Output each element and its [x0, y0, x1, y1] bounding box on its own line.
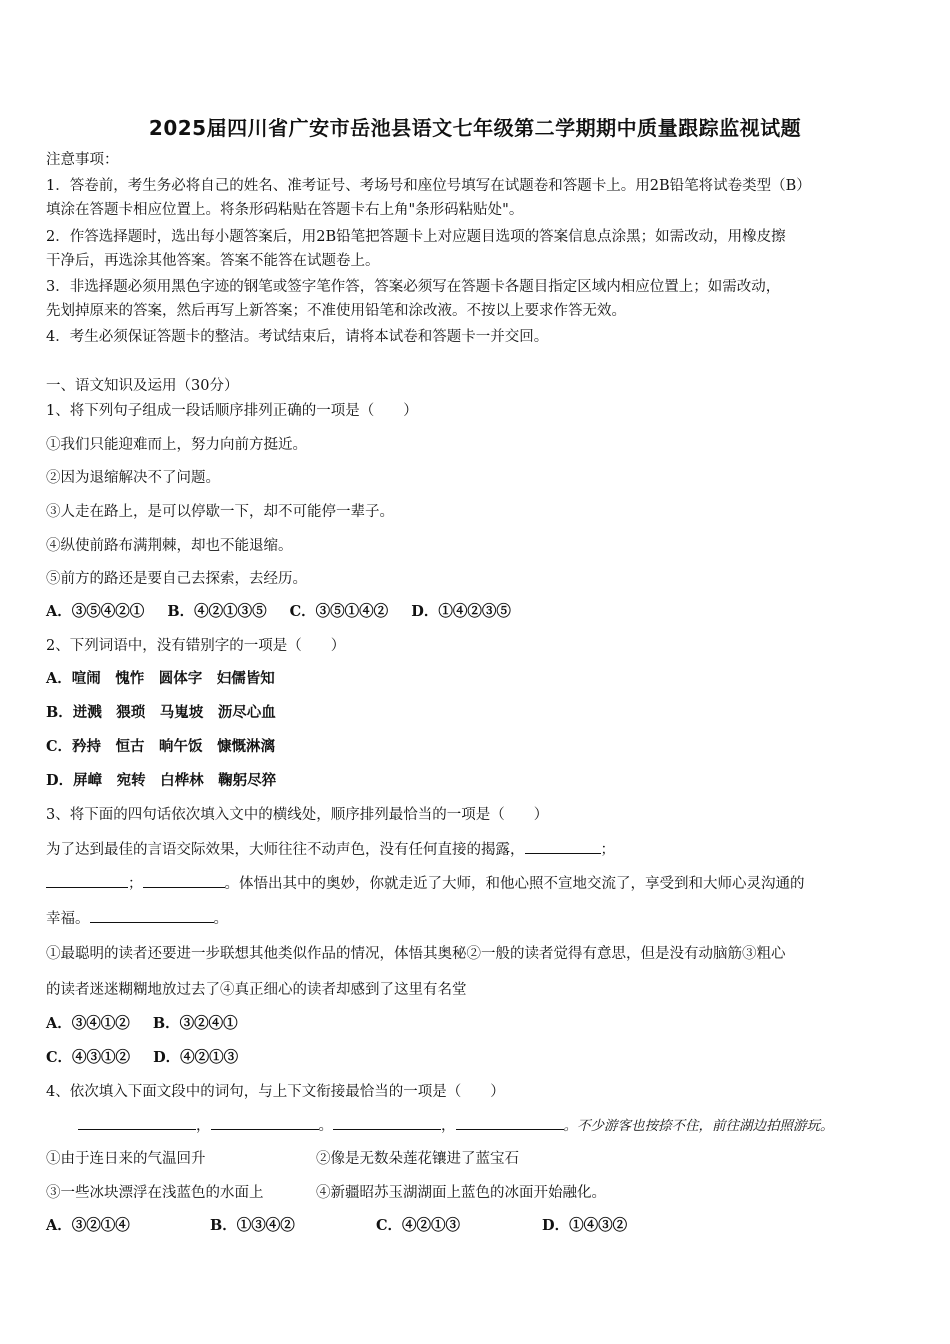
notice-line: 先划掉原来的答案，然后再写上新答案；不准使用铅笔和涂改液。不按以上要求作答无效。 — [46, 303, 626, 319]
option-c[interactable]: C．④②①③ — [376, 1217, 461, 1234]
question-3-text — [46, 908, 228, 929]
question-3-text — [46, 873, 805, 894]
answer-blank[interactable] — [456, 1115, 564, 1130]
notice-line: 3．非选择题必须用黑色字迹的钢笔或签字笔作答，答案必须写在答题卡各题目指定区域内相应位置上；如需改动， — [46, 279, 781, 295]
question-4-items — [46, 1183, 606, 1203]
blank-separator: 。 — [318, 1118, 333, 1134]
notice-line: 干净后，再选涂其他答案。答案不能答在试题卷上。 — [46, 253, 380, 269]
question-1-options — [46, 602, 529, 622]
option-b[interactable]: B．③②④① — [152, 1015, 238, 1032]
question-1-sentence: ②因为退缩解决不了问题。 — [46, 470, 220, 486]
question-4-item: ②像是无数朵莲花镶进了蓝宝石 — [316, 1151, 519, 1167]
question-4-passage — [78, 1115, 834, 1136]
option-c[interactable]: C．③⑤①④② — [289, 603, 389, 620]
page-title: 2025届四川省广安市岳池县语文七年级第二学期期中质量跟踪监视试题 — [148, 116, 802, 140]
notice-line: 1．答卷前，考生务必将自己的姓名、准考证号、考场号和座位号填写在试题卷和答题卡上。用2B铅笔将试卷类型（B） — [46, 178, 811, 194]
question-4-options — [46, 1216, 627, 1236]
blank-separator: 。 — [213, 911, 228, 927]
answer-blank[interactable] — [46, 873, 128, 888]
blank-separator: ； — [128, 876, 143, 892]
answer-blank[interactable] — [90, 908, 214, 923]
notice-line: 4．考生必须保证答题卡的整洁。考试结束后，请将本试卷和答题卡一并交回。 — [46, 329, 549, 345]
question-4-items — [46, 1149, 519, 1169]
question-3-text-part: 。体悟出其中的奥妙，你就走近了大师，和他心照不宣地交流了，享受到和大师心灵沟通的 — [224, 876, 805, 892]
blank-separator: ， — [196, 1118, 211, 1134]
blank-separator: ； — [600, 842, 615, 858]
notice-line: 2．作答选择题时，选出每小题答案后，用2B铅笔把答题卡上对应题目选项的答案信息点涂黑；如需改动，用橡皮擦 — [46, 229, 786, 245]
notice-heading: 注意事项： — [46, 152, 119, 168]
question-4-item: ①由于连日来的气温回升 — [46, 1151, 206, 1167]
notice-line: 填涂在答题卡相应位置上。将条形码粘贴在答题卡右上角"条形码粘贴处"。 — [46, 202, 524, 218]
question-1-sentence: ①我们只能迎难而上，努力向前方挺近。 — [46, 437, 307, 453]
option-a[interactable]: A．喧闹 愧怍 圆体字 妇儒皆知 — [46, 670, 275, 687]
answer-blank[interactable] — [333, 1115, 441, 1130]
answer-blank[interactable] — [78, 1115, 196, 1130]
question-3-choices: 的读者迷迷糊糊地放过去了④真正细心的读者却感到了这里有名堂 — [46, 982, 467, 998]
section-heading: 一、语文知识及运用（30分） — [46, 378, 239, 394]
question-1-sentence: ③人走在路上，是可以停歇一下，却不可能停一辈子。 — [46, 504, 394, 520]
option-d[interactable]: D．①④②③⑤ — [411, 603, 511, 620]
question-3-choices: ①最聪明的读者还要进一步联想其他类似作品的情况，体悟其奥秘②一般的读者觉得有意思，但是没有动脑筋③粗心 — [46, 946, 786, 962]
option-b[interactable]: B．①③④② — [210, 1217, 295, 1234]
question-3-options — [46, 1048, 256, 1068]
option-b[interactable]: B．迸溅 猥琐 马嵬坡 沥尽心血 — [46, 704, 276, 721]
question-4-item: ③一些冰块漂浮在浅蓝色的水面上 — [46, 1185, 264, 1201]
option-a[interactable]: A．③⑤④②① — [46, 603, 145, 620]
question-3-text-part: 为了达到最佳的言语交际效果，大师往往不动声色，没有任何直接的揭露， — [46, 842, 525, 858]
question-3-text — [46, 839, 615, 860]
question-1-sentence: ④纵使前路布满荆棘，却也不能退缩。 — [46, 538, 293, 554]
answer-blank[interactable] — [211, 1115, 319, 1130]
question-3-stem: 3、将下面的四句话依次填入文中的横线处，顺序排列最恰当的一项是（ ） — [46, 807, 549, 823]
option-c[interactable]: C．矜持 恒古 晌午饭 慷慨淋漓 — [46, 738, 276, 755]
option-a[interactable]: A．③②①④ — [46, 1217, 130, 1234]
option-c[interactable]: C．④③①② — [46, 1049, 131, 1066]
question-1-sentence: ⑤前方的路还是要自己去探索，去经历。 — [46, 571, 307, 587]
answer-blank[interactable] — [143, 873, 225, 888]
question-2-stem: 2、下列词语中，没有错别字的一项是（ ） — [46, 638, 346, 654]
option-d[interactable]: D．屏嶂 宛转 白桦林 鞠躬尽猝 — [46, 772, 277, 789]
answer-blank[interactable] — [525, 839, 601, 854]
question-3-options — [46, 1014, 256, 1034]
question-4-item: ④新疆昭苏玉湖湖面上蓝色的冰面开始融化。 — [316, 1185, 606, 1201]
question-1-stem: 1、将下列句子组成一段话顺序排列正确的一项是（ ） — [46, 403, 418, 419]
question-4-passage-tail: 。不少游客也按捺不住，前往湖边拍照游玩。 — [563, 1118, 834, 1134]
option-d[interactable]: D．④②①③ — [153, 1049, 239, 1066]
blank-separator: ， — [441, 1118, 456, 1134]
option-b[interactable]: B．④②①③⑤ — [167, 603, 267, 620]
option-a[interactable]: A．③④①② — [46, 1015, 130, 1032]
question-3-text-part: 幸福。 — [46, 911, 90, 927]
question-4-stem: 4、依次填入下面文段中的词句，与上下文衔接最恰当的一项是（ ） — [46, 1084, 505, 1100]
option-d[interactable]: D．①④③② — [542, 1217, 628, 1234]
